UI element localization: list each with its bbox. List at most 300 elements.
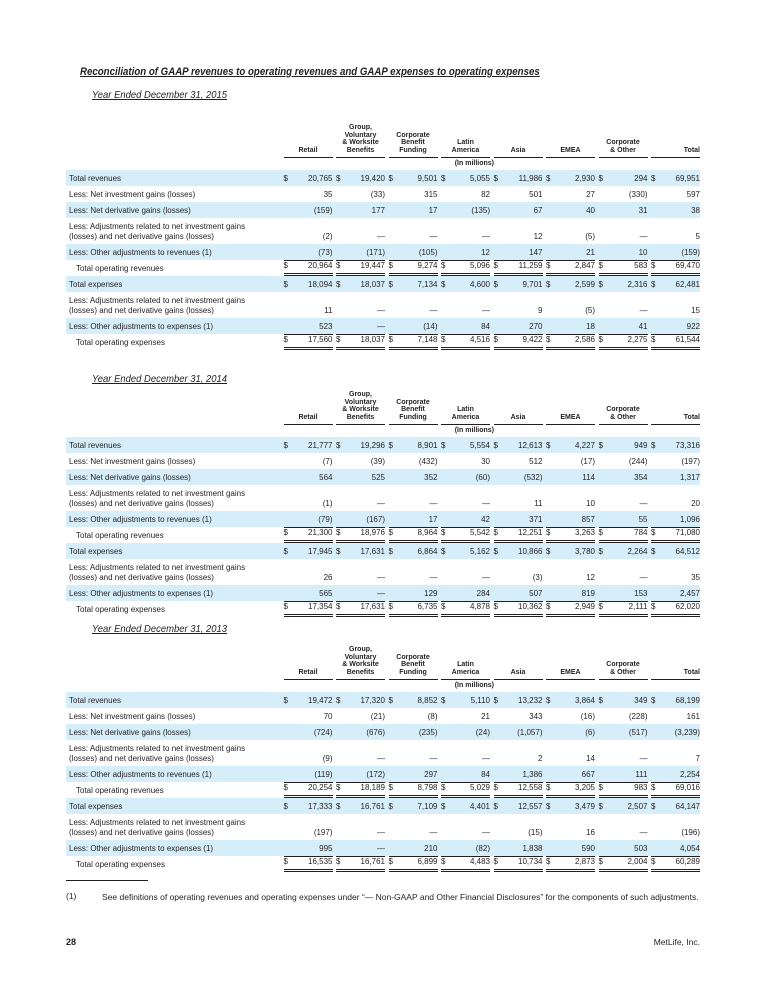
cell-value: 4,054 <box>679 844 700 853</box>
currency-symbol: $ <box>336 280 341 289</box>
currency-symbol: $ <box>388 174 393 183</box>
cell-value: (3,239) <box>674 728 700 737</box>
value-cell <box>389 527 438 543</box>
value-cell <box>389 437 438 453</box>
cell-value: 12 <box>586 573 595 582</box>
table-row <box>66 469 700 485</box>
cell-value: (82) <box>475 844 490 853</box>
cell-value: 177 <box>371 206 385 215</box>
cell-value: 4,600 <box>469 280 490 289</box>
value-cell <box>546 750 595 766</box>
row-label: Less: Adjustments related to net investment gains (losses) and net derivative gains (losses) <box>69 563 246 582</box>
value-cell <box>336 798 385 814</box>
cell-value: 590 <box>581 844 595 853</box>
value-cell <box>441 856 490 872</box>
cell-value: 114 <box>582 473 595 482</box>
cell-value: — <box>377 306 385 315</box>
value-cell <box>441 437 490 453</box>
cell-value: 62,481 <box>675 280 700 289</box>
cell-value: 983 <box>634 783 648 792</box>
cell-value: 9,701 <box>522 280 543 289</box>
column-header: Latin America <box>441 139 490 158</box>
value-cell <box>441 750 490 766</box>
page-title: Reconciliation of GAAP revenues to operating revenues and GAAP expenses to operating expenses <box>80 66 540 78</box>
column-header: Asia <box>494 147 543 159</box>
cell-value: 3,205 <box>574 783 595 792</box>
currency-symbol: $ <box>336 602 341 611</box>
value-cell <box>389 569 438 585</box>
value-cell <box>651 840 700 856</box>
cell-value: 270 <box>529 322 543 331</box>
row-label: Less: Other adjustments to expenses (1) <box>69 843 214 853</box>
cell-value: 583 <box>634 261 648 270</box>
currency-symbol: $ <box>336 174 341 183</box>
reconciliation-table <box>66 385 700 617</box>
cell-value: — <box>377 573 385 582</box>
cell-value: 3,263 <box>574 528 595 537</box>
table-row <box>66 318 700 334</box>
table-subtitle: Year Ended December 31, 2014 <box>92 373 228 385</box>
value-cell <box>389 798 438 814</box>
value-cell <box>599 824 648 840</box>
cell-value: 19,472 <box>308 696 333 705</box>
table-row <box>66 692 700 708</box>
table-row <box>66 527 700 543</box>
column-header: Corporate Benefit Funding <box>389 132 438 159</box>
value-cell <box>651 244 700 260</box>
cell-value: (17) <box>580 457 595 466</box>
row-label: Less: Adjustments related to net investment gains (losses) and net derivative gains (losses) <box>69 296 246 315</box>
value-cell <box>284 782 333 798</box>
value-cell <box>336 766 385 782</box>
value-cell <box>389 228 438 244</box>
value-cell <box>284 495 333 511</box>
value-cell <box>546 170 595 186</box>
table-row <box>66 437 700 453</box>
value-cell <box>389 782 438 798</box>
currency-symbol: $ <box>651 802 656 811</box>
cell-value: (135) <box>471 206 490 215</box>
table-row <box>66 766 700 782</box>
cell-value: 68,199 <box>675 696 700 705</box>
currency-symbol: $ <box>546 802 551 811</box>
value-cell <box>546 437 595 453</box>
row-label: Less: Adjustments related to net investment gains (losses) and net derivative gains (losses) <box>69 489 246 508</box>
cell-value: 4,401 <box>469 802 490 811</box>
cell-value: 10,362 <box>518 602 543 611</box>
value-cell <box>389 824 438 840</box>
value-cell <box>284 766 333 782</box>
cell-value: 4,227 <box>574 441 595 450</box>
value-cell <box>651 585 700 601</box>
value-cell <box>651 302 700 318</box>
currency-symbol: $ <box>651 335 656 344</box>
cell-value: (171) <box>366 248 385 257</box>
value-cell <box>336 318 385 334</box>
cell-value: 70 <box>323 712 333 721</box>
value-cell <box>599 334 648 350</box>
value-cell <box>336 585 385 601</box>
cell-value: — <box>377 232 385 241</box>
cell-value: (39) <box>370 457 385 466</box>
value-cell <box>546 543 595 559</box>
cell-value: — <box>377 844 385 853</box>
cell-value: 4,878 <box>469 602 490 611</box>
value-cell <box>284 260 333 276</box>
cell-value: (79) <box>318 515 333 524</box>
currency-symbol: $ <box>441 261 446 270</box>
value-cell <box>599 511 648 527</box>
cell-value: 5,110 <box>470 696 490 705</box>
column-header: Total <box>651 147 700 159</box>
value-cell <box>546 708 595 724</box>
cell-value: 19,296 <box>360 441 385 450</box>
cell-value: 20 <box>691 499 700 508</box>
value-cell <box>546 511 595 527</box>
row-label: Total operating revenues <box>76 785 164 795</box>
value-cell <box>389 469 438 485</box>
cell-value: — <box>639 306 648 315</box>
value-cell <box>494 692 543 708</box>
cell-value: — <box>639 573 648 582</box>
currency-symbol: $ <box>493 441 498 450</box>
currency-symbol: $ <box>493 261 498 270</box>
table-row <box>66 170 700 186</box>
value-cell <box>651 527 700 543</box>
value-cell <box>494 601 543 617</box>
cell-value: 523 <box>319 322 333 331</box>
cell-value: 21 <box>481 712 490 721</box>
cell-value: 129 <box>424 589 438 598</box>
cell-value: 12,613 <box>518 441 543 450</box>
cell-value: 4,516 <box>469 335 490 344</box>
cell-value: — <box>482 573 490 582</box>
cell-value: 2,264 <box>627 547 648 556</box>
value-cell <box>441 318 490 334</box>
cell-value: 9,501 <box>417 174 438 183</box>
cell-value: 60,289 <box>675 857 700 866</box>
value-cell <box>284 692 333 708</box>
column-header: Retail <box>284 147 333 159</box>
cell-value: 16 <box>586 828 595 837</box>
cell-value: — <box>429 306 438 315</box>
cell-value: 7,148 <box>417 335 438 344</box>
cell-value: (3) <box>532 573 543 582</box>
cell-value: 40 <box>586 206 595 215</box>
cell-value: 2,930 <box>574 174 595 183</box>
value-cell <box>546 244 595 260</box>
value-cell <box>336 453 385 469</box>
value-cell <box>336 750 385 766</box>
row-label: Total revenues <box>69 173 122 183</box>
value-cell <box>494 527 543 543</box>
cell-value: 10 <box>638 248 648 257</box>
value-cell <box>336 569 385 585</box>
cell-value: 667 <box>581 770 595 779</box>
row-label: Less: Other adjustments to revenues (1) <box>69 247 212 257</box>
units-label: (In millions) <box>454 682 494 689</box>
cell-value: 3,780 <box>574 547 595 556</box>
cell-value: 14 <box>586 754 595 763</box>
currency-symbol: $ <box>388 261 393 270</box>
currency-symbol: $ <box>651 174 656 183</box>
cell-value: 153 <box>634 589 648 598</box>
value-cell <box>389 318 438 334</box>
value-cell <box>599 750 648 766</box>
cell-value: 11,986 <box>518 174 543 183</box>
value-cell <box>494 511 543 527</box>
currency-symbol: $ <box>336 802 341 811</box>
value-cell <box>389 750 438 766</box>
value-cell <box>494 244 543 260</box>
cell-value: 5,162 <box>469 547 490 556</box>
cell-value: (532) <box>523 473 543 482</box>
cell-value: 69,016 <box>675 783 700 792</box>
value-cell <box>441 824 490 840</box>
currency-symbol: $ <box>388 783 393 792</box>
cell-value: 5,029 <box>469 783 490 792</box>
value-cell <box>336 856 385 872</box>
currency-symbol: $ <box>546 335 551 344</box>
currency-symbol: $ <box>441 602 446 611</box>
cell-value: 55 <box>638 515 648 524</box>
cell-value: 18 <box>586 322 595 331</box>
cell-value: — <box>639 754 648 763</box>
value-cell <box>284 186 333 202</box>
value-cell <box>651 766 700 782</box>
value-cell <box>494 170 543 186</box>
value-cell <box>284 724 333 740</box>
cell-value: 82 <box>481 190 490 199</box>
cell-value: 525 <box>371 473 385 482</box>
value-cell <box>284 302 333 318</box>
value-cell <box>389 511 438 527</box>
value-cell <box>441 798 490 814</box>
value-cell <box>284 543 333 559</box>
value-cell <box>336 824 385 840</box>
value-cell <box>494 798 543 814</box>
cell-value: 2,275 <box>627 335 648 344</box>
column-header: Asia <box>494 669 543 681</box>
value-cell <box>441 170 490 186</box>
value-cell <box>599 469 648 485</box>
currency-symbol: $ <box>388 280 393 289</box>
cell-value: 922 <box>686 322 700 331</box>
row-label: Total operating expenses <box>76 604 165 614</box>
value-cell <box>599 302 648 318</box>
value-cell <box>389 302 438 318</box>
currency-symbol: $ <box>388 441 393 450</box>
value-cell <box>651 437 700 453</box>
table-row <box>66 840 700 856</box>
cell-value: 10,734 <box>518 857 543 866</box>
value-cell <box>389 856 438 872</box>
value-cell <box>494 750 543 766</box>
cell-value: 2,599 <box>574 280 595 289</box>
value-cell <box>546 766 595 782</box>
value-cell <box>494 334 543 350</box>
value-cell <box>494 202 543 218</box>
table-row <box>66 856 700 872</box>
value-cell <box>651 798 700 814</box>
row-label: Total expenses <box>69 279 123 289</box>
currency-symbol: $ <box>441 528 446 537</box>
currency-symbol: $ <box>388 696 393 705</box>
column-header: Group, Voluntary & Worksite Benefits <box>336 646 385 680</box>
currency-symbol: $ <box>336 783 341 792</box>
value-cell <box>651 469 700 485</box>
cell-value: 84 <box>481 322 490 331</box>
currency-symbol: $ <box>493 174 498 183</box>
value-cell <box>599 244 648 260</box>
cell-value: 84 <box>481 770 490 779</box>
currency-symbol: $ <box>598 602 603 611</box>
cell-value: — <box>482 306 490 315</box>
value-cell <box>599 202 648 218</box>
cell-value: 5,554 <box>469 441 490 450</box>
cell-value: 147 <box>529 248 543 257</box>
cell-value: 1,838 <box>522 844 543 853</box>
column-header: EMEA <box>546 147 595 159</box>
table-row <box>66 740 700 766</box>
cell-value: 9 <box>538 306 543 315</box>
value-cell <box>284 469 333 485</box>
cell-value: 352 <box>424 473 438 482</box>
value-cell <box>389 276 438 292</box>
cell-value: (1) <box>322 499 333 508</box>
value-cell <box>284 453 333 469</box>
value-cell <box>441 527 490 543</box>
cell-value: 8,852 <box>417 696 438 705</box>
value-cell <box>336 708 385 724</box>
cell-value: 42 <box>481 515 490 524</box>
cell-value: (235) <box>418 728 438 737</box>
currency-symbol: $ <box>546 280 551 289</box>
cell-value: — <box>429 828 438 837</box>
cell-value: 12,251 <box>518 528 543 537</box>
value-cell <box>546 692 595 708</box>
value-cell <box>546 276 595 292</box>
cell-value: 67 <box>533 206 543 215</box>
value-cell <box>441 766 490 782</box>
cell-value: 20,964 <box>308 261 333 270</box>
row-label: Total operating revenues <box>76 530 164 540</box>
value-cell <box>546 724 595 740</box>
value-cell <box>389 601 438 617</box>
value-cell <box>494 276 543 292</box>
value-cell <box>546 798 595 814</box>
row-label: Total operating revenues <box>76 263 164 273</box>
value-cell <box>284 437 333 453</box>
cell-value: (21) <box>370 712 385 721</box>
column-header: Group, Voluntary & Worksite Benefits <box>336 391 385 425</box>
cell-value: 17,354 <box>308 602 333 611</box>
cell-value: 69,951 <box>675 174 700 183</box>
currency-symbol: $ <box>388 802 393 811</box>
value-cell <box>494 495 543 511</box>
cell-value: (167) <box>366 515 385 524</box>
value-cell <box>336 276 385 292</box>
currency-symbol: $ <box>388 547 393 556</box>
currency-symbol: $ <box>546 696 551 705</box>
value-cell <box>336 601 385 617</box>
row-label: Total expenses <box>69 801 123 811</box>
currency-symbol: $ <box>336 696 341 705</box>
value-cell <box>336 495 385 511</box>
value-cell <box>284 511 333 527</box>
cell-value: 10 <box>586 499 595 508</box>
value-cell <box>441 708 490 724</box>
reconciliation-table <box>66 640 700 872</box>
column-header: Latin America <box>441 406 490 425</box>
cell-value: 6,735 <box>417 602 438 611</box>
value-cell <box>599 527 648 543</box>
value-cell <box>336 244 385 260</box>
cell-value: 3,479 <box>574 802 595 811</box>
cell-value: 18,189 <box>360 783 385 792</box>
value-cell <box>336 511 385 527</box>
table-row <box>66 260 700 276</box>
currency-symbol: $ <box>651 441 656 450</box>
table-row <box>66 724 700 740</box>
cell-value: (24) <box>475 728 490 737</box>
cell-value: 21,777 <box>308 441 333 450</box>
value-cell <box>441 244 490 260</box>
page-number: 28 <box>66 937 77 947</box>
cell-value: 26 <box>323 573 333 582</box>
value-cell <box>284 585 333 601</box>
currency-symbol: $ <box>546 857 551 866</box>
cell-value: 343 <box>529 712 543 721</box>
cell-value: 62,020 <box>675 602 700 611</box>
table-row <box>66 186 700 202</box>
row-label: Less: Net derivative gains (losses) <box>69 205 191 215</box>
value-cell <box>546 186 595 202</box>
value-cell <box>599 437 648 453</box>
value-cell <box>389 244 438 260</box>
table-row <box>66 782 700 798</box>
value-cell <box>284 318 333 334</box>
value-cell <box>651 724 700 740</box>
cell-value: 857 <box>581 515 595 524</box>
cell-value: 565 <box>319 589 333 598</box>
currency-symbol: $ <box>598 547 603 556</box>
column-header: EMEA <box>546 669 595 681</box>
currency-symbol: $ <box>336 547 341 556</box>
value-cell <box>336 202 385 218</box>
cell-value: — <box>429 573 438 582</box>
table-row <box>66 453 700 469</box>
currency-symbol: $ <box>441 174 446 183</box>
currency-symbol: $ <box>651 696 656 705</box>
row-label: Less: Adjustments related to net investment gains (losses) and net derivative gains (losses) <box>69 818 246 837</box>
value-cell <box>336 260 385 276</box>
cell-value: 354 <box>634 473 648 482</box>
currency-symbol: $ <box>441 335 446 344</box>
cell-value: 2,507 <box>627 802 648 811</box>
currency-symbol: $ <box>493 602 498 611</box>
value-cell <box>494 724 543 740</box>
row-label: Less: Other adjustments to expenses (1) <box>69 588 214 598</box>
value-cell <box>284 601 333 617</box>
cell-value: (172) <box>366 770 385 779</box>
footnote-mark: (1) <box>66 891 77 901</box>
column-header: Total <box>651 414 700 426</box>
value-cell <box>336 840 385 856</box>
currency-symbol: $ <box>651 528 656 537</box>
cell-value: 21 <box>586 248 595 257</box>
value-cell <box>389 334 438 350</box>
